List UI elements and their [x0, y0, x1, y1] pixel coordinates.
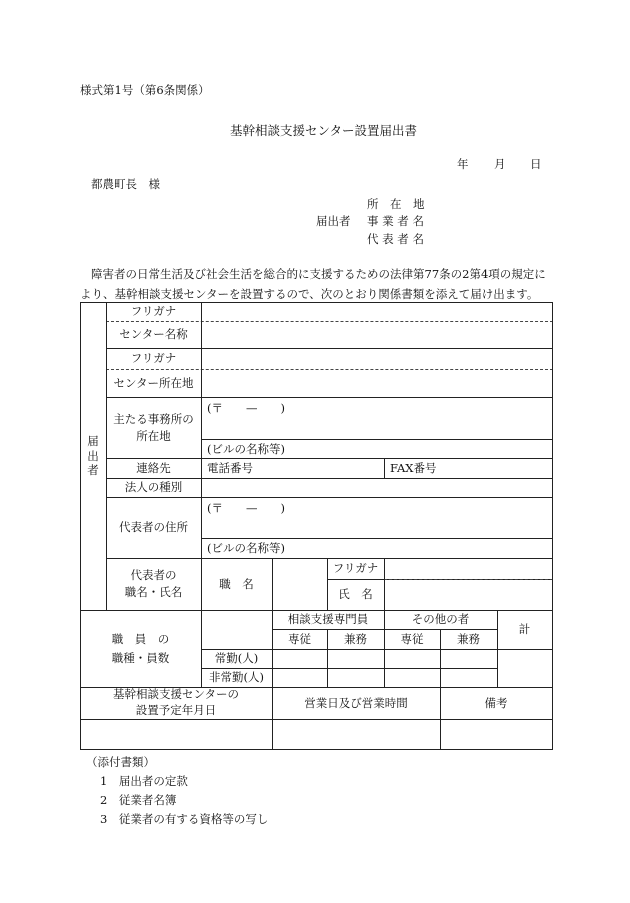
label-center-address: センター所在地: [113, 375, 194, 390]
postal-code-field: (〒 — ): [207, 401, 285, 415]
label-furigana-center: フリガナ: [130, 304, 177, 319]
label-corp-type: 法人の種別: [124, 480, 183, 495]
attachment-item: 2 従業者名簿: [100, 793, 177, 807]
rep-building-field: (ビルの名称等): [207, 541, 285, 555]
label-rep-name: 代表者の 職名・氏名: [124, 568, 183, 599]
header-others: その他の者: [411, 612, 470, 627]
header-fulltime-2: 専従: [400, 631, 424, 646]
label-remarks: 備考: [484, 695, 508, 710]
rep-postal-field: (〒 — ): [207, 501, 285, 515]
label-furigana-address: フリガナ: [130, 351, 177, 366]
notifier-vertical-label: 届 出 者: [87, 434, 99, 478]
label-furigana-rep: フリガナ: [332, 561, 379, 576]
label-nonregular: 非常勤(人): [209, 670, 264, 685]
attachment-item: 1 届出者の定款: [100, 774, 188, 788]
label-fax: FAX番号: [390, 461, 437, 475]
header-total: 計: [518, 622, 531, 637]
label-phone: 電話番号: [207, 461, 253, 475]
intro-line-2: より、基幹相談支援センターを設置するので、次のとおり関係書類を添えて届け出ます。: [80, 287, 539, 301]
label-notifier: 届出者: [316, 214, 351, 228]
form-number: 様式第1号（第6条関係）: [80, 83, 210, 97]
addressee: 都農町長 様: [91, 177, 160, 191]
document-title: 基幹相談支援センター設置届出書: [230, 123, 418, 138]
attachment-item: 3 従業者の有する資格等の写し: [100, 812, 269, 826]
attachments-heading: （添付書類）: [86, 755, 155, 769]
building-name-field: (ビルの名称等): [207, 441, 285, 456]
label-center-name: センター名称: [119, 327, 188, 342]
header-concurrent-1: 兼務: [344, 631, 367, 646]
label-position: 職 名: [219, 576, 254, 591]
date-year: 年: [457, 157, 469, 171]
date-day: 日: [530, 157, 542, 171]
label-location: 所 在 地: [367, 197, 425, 211]
label-setup-date: 基幹相談支援センターの 設置予定年月日: [112, 687, 240, 717]
label-name: 氏 名: [338, 587, 373, 602]
label-main-office: 主たる事務所の 所在地: [113, 411, 194, 443]
header-fulltime-1: 専従: [288, 631, 311, 646]
label-rep-address: 代表者の住所: [119, 520, 188, 535]
label-regular: 常勤(人): [214, 651, 259, 666]
header-specialist: 相談支援専門員: [287, 612, 369, 627]
date-month: 月: [494, 157, 506, 171]
label-operator: 事 業 者 名: [367, 214, 424, 228]
label-contact: 連絡先: [136, 460, 171, 475]
header-concurrent-2: 兼務: [457, 631, 480, 646]
label-business-hours: 営業日及び営業時間: [304, 695, 408, 710]
label-staff: 職 員 の 職種・員数: [111, 632, 170, 665]
label-representative: 代 表 者 名: [367, 232, 424, 246]
intro-line-1: 障害者の日常生活及び社会生活を総合的に支援するための法律第77条の2第4項の規定に: [91, 267, 546, 281]
